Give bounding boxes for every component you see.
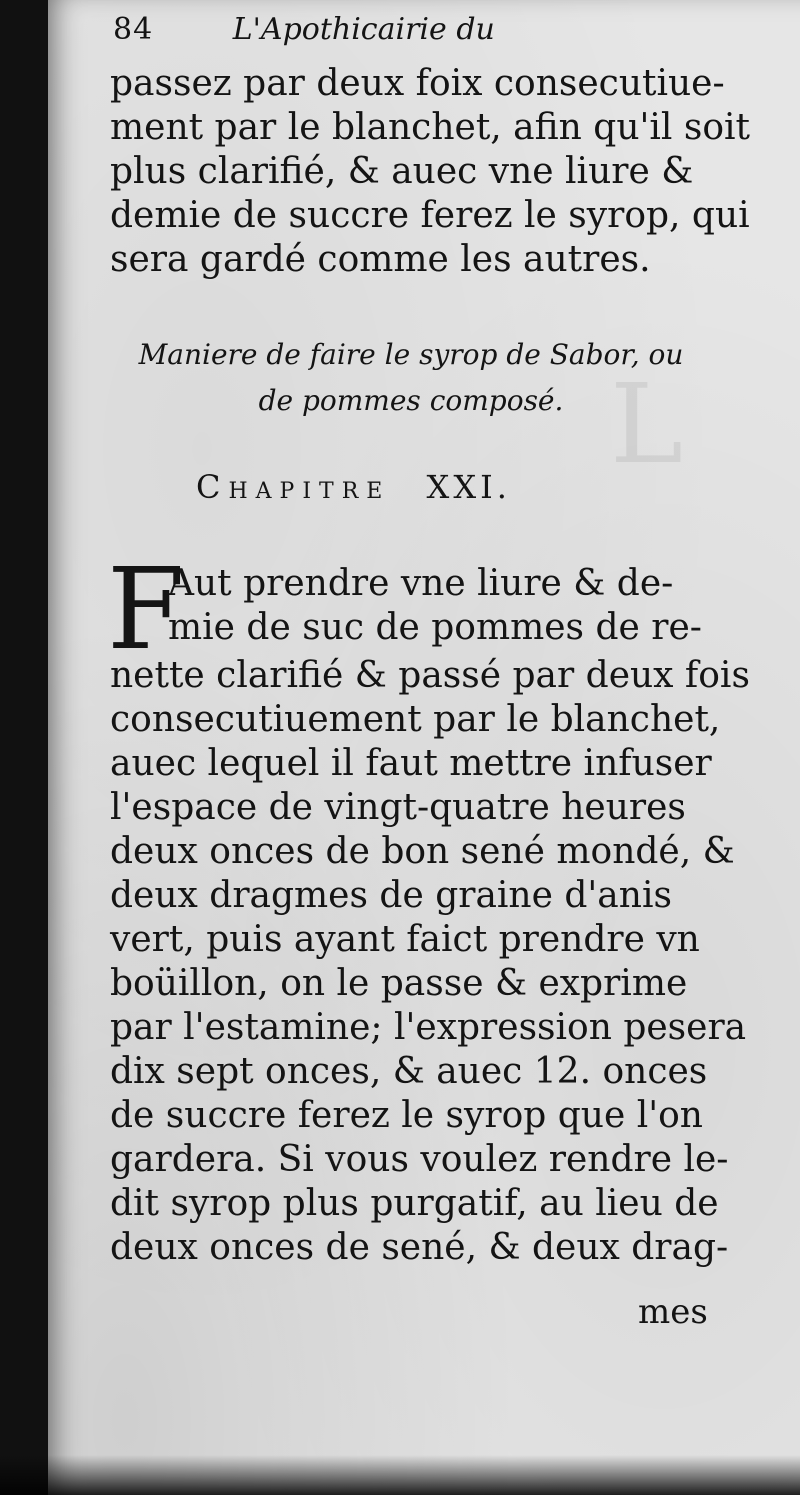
text-line: dix sept onces, & auec 12. onces (110, 1051, 708, 1092)
text-line: sera gardé comme les autres. (110, 239, 651, 280)
text-line: deux onces de bon sené mondé, & (110, 831, 735, 872)
text-line: deux onces de sené, & deux drag- (110, 1227, 729, 1268)
heading-line: de pommes composé. (258, 384, 564, 417)
body-first-lines (168, 562, 702, 650)
text-line: nette clarifié & passé par deux fois (110, 655, 750, 696)
catchword: mes (638, 1292, 708, 1332)
text-line: gardera. Si vous voulez rendre le- (110, 1139, 729, 1180)
chapter-title (196, 468, 511, 506)
continuation-paragraph (110, 62, 750, 282)
text-line: dit syrop plus purgatif, au lieu de (110, 1183, 719, 1224)
bottom-edge-shadow (0, 1455, 800, 1495)
text-line: l'espace de vingt-quatre heures (110, 787, 686, 828)
text-line: deux dragmes de graine d'anis (110, 875, 672, 916)
text-line: de succre ferez le syrop que l'on (110, 1095, 703, 1136)
text-line: mie de suc de pommes de re- (168, 607, 702, 648)
text-line: passez par deux foix consecutiue- (110, 63, 725, 104)
chapter-number: XXI. (426, 468, 511, 506)
text-line: par l'estamine; l'expression pesera (110, 1007, 747, 1048)
text-line: vert, puis ayant faict prendre vn (110, 919, 700, 960)
text-line: demie de succre ferez le syrop, qui (110, 195, 750, 236)
chapter-word: Chapitre (196, 468, 391, 506)
text-line: boüillon, on le passe & exprime (110, 963, 688, 1004)
page-header (113, 12, 495, 47)
show-through-letter: L (610, 360, 684, 488)
section-heading (96, 332, 726, 424)
running-title: L'Apothicairie du (232, 12, 495, 47)
body-paragraph (110, 654, 750, 1270)
page-number: 84 (113, 12, 154, 47)
drop-cap: F (107, 545, 185, 675)
text-line: Aut prendre vne liure & de- (168, 563, 674, 604)
heading-line: Maniere de faire le syrop de Sabor, ou (138, 338, 684, 371)
text-line: consecutiuement par le blanchet, (110, 699, 721, 740)
text-line: ment par le blanchet, afin qu'il soit (110, 107, 751, 148)
text-line: auec lequel il faut mettre infuser (110, 743, 712, 784)
text-line: plus clarifié, & auec vne liure & (110, 151, 694, 192)
